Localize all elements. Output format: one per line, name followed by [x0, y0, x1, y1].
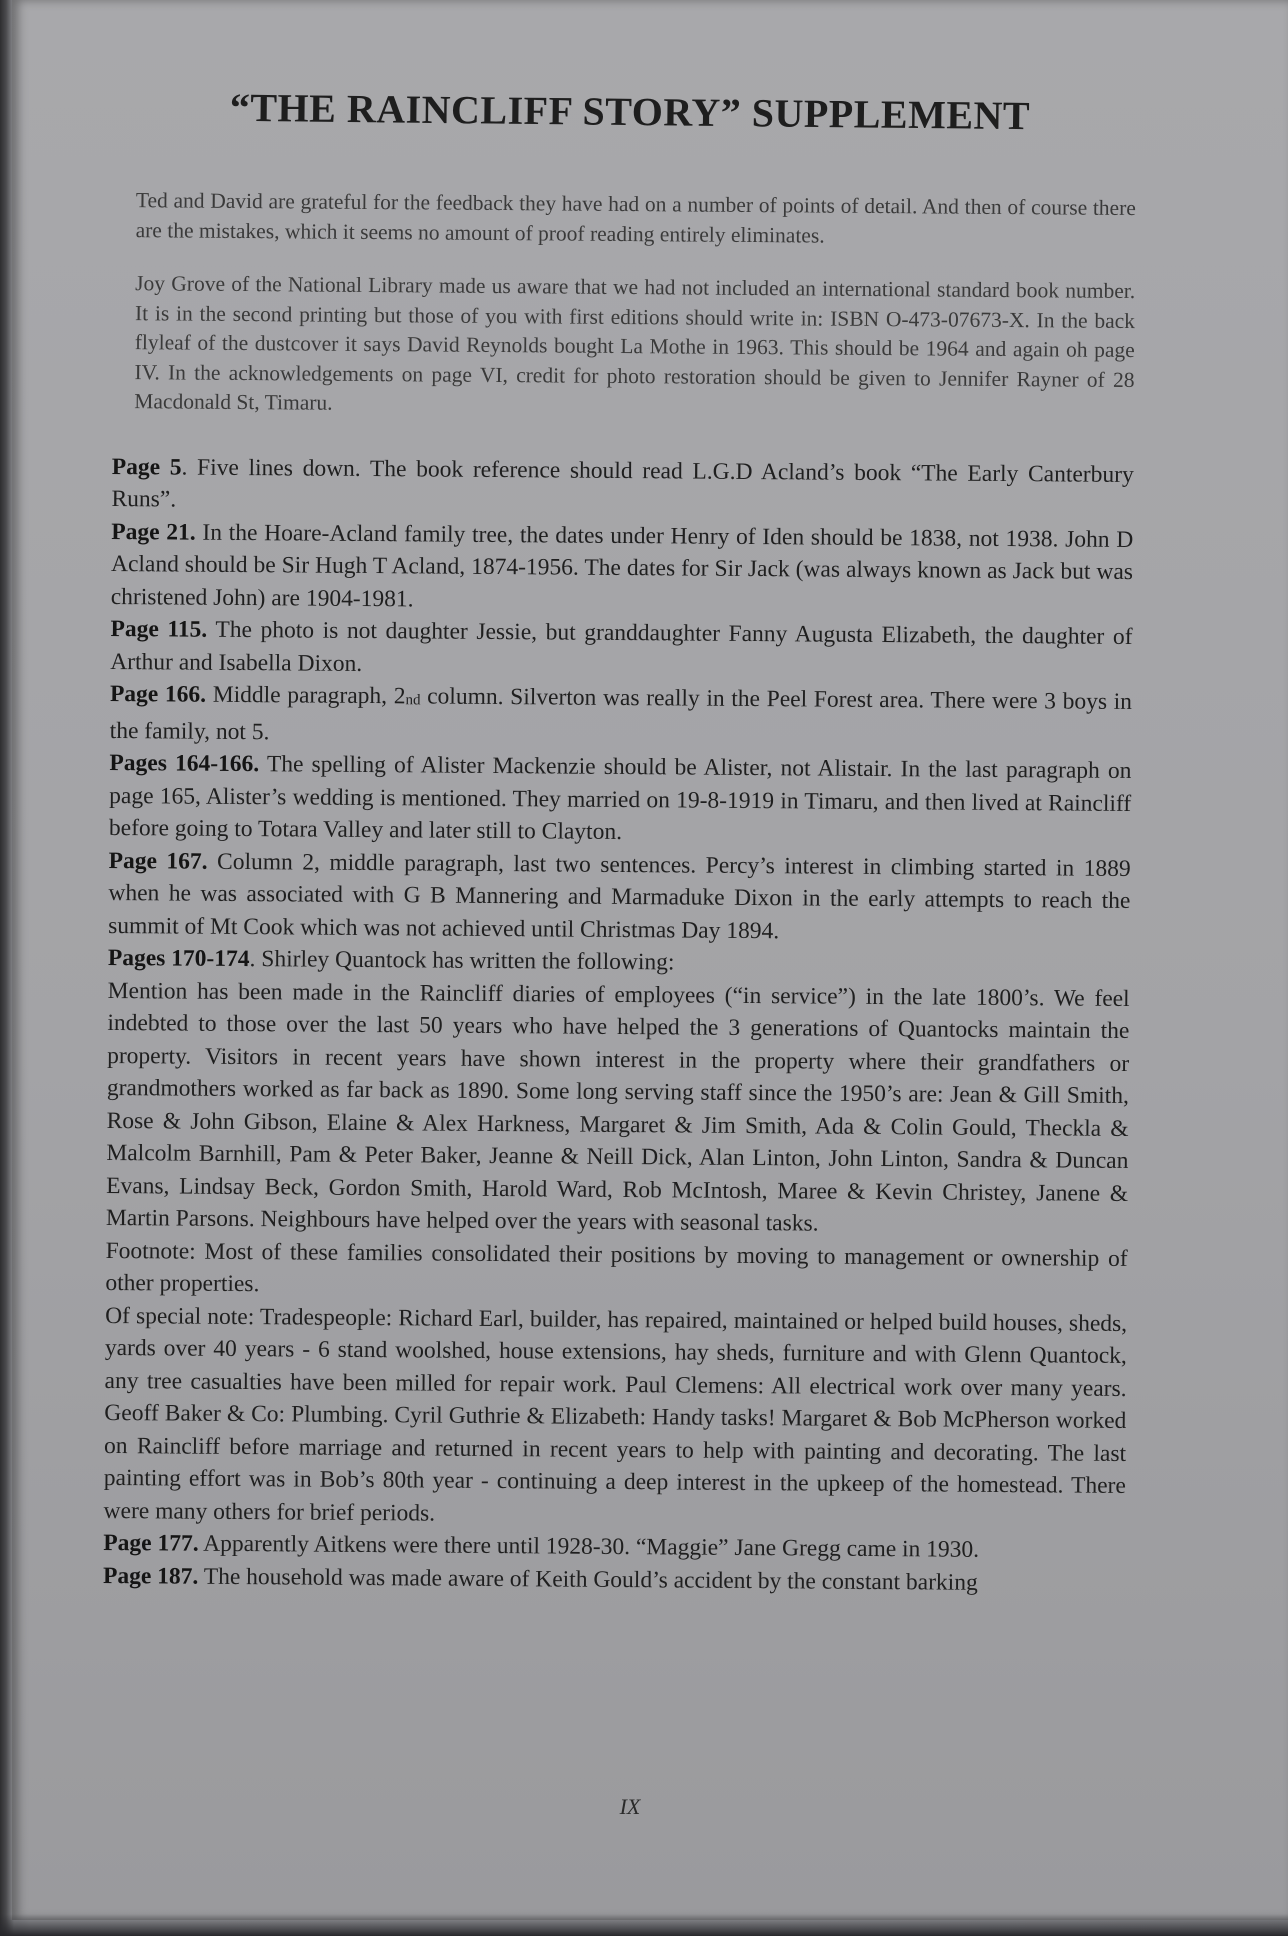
page-body: [103, 186, 1136, 1600]
correction-entry: [109, 747, 1132, 853]
intro-paragraph: Joy Grove of the National Library made us aware that we had not included an international standard book number. It is in the second printing but those of you with first editions should write in: ISBN O-473-07673-X. In the back flyleaf of the dustcover it says David Reynolds bought La Mothe in 1963. This should be 1964 and again oh page IV. In the acknowledgements on page VI, credit for photo restoration should be given to Jennifer Rayner of 28 Macdonald St, Timaru.: [134, 271, 1136, 415]
page-reference: Page 187.: [102, 1562, 199, 1590]
correction-text: Middle paragraph, 2: [205, 681, 406, 710]
correction-text: The photo is not daughter Jessie, but granddaughter Fanny Augusta Elizabeth, the daughter of Arthur and Isabella Dixon.: [110, 616, 1133, 677]
page-reference: Page 167.: [108, 847, 208, 875]
page-reference: Page 115.: [110, 615, 208, 643]
correction-text: Apparently Aitkens were there until 1928-30. “Maggie” Jane Gregg came in 1930.: [198, 1530, 980, 1563]
correction-entry: [111, 515, 1134, 621]
intro-section: [112, 186, 1136, 425]
correction-entry: [111, 450, 1133, 523]
correction-entry: [108, 844, 1131, 950]
page-reference: Page 166.: [109, 680, 207, 708]
page-reference: Page 5: [111, 453, 182, 481]
correction-text: column. Silverton was really in the Peel Forest area. There were 3 boys in the family, not 5.: [109, 683, 1133, 745]
page-reference: Pages 170-174: [107, 944, 250, 973]
page-sheet: [12, 0, 1288, 1920]
correction-text: The spelling of Alister Mackenzie should be Alister, not Alistair. In the last paragraph on page 165, Alister’s wedding is mentioned. They married on 19-8-1919 in Timaru, and then lived at Raincliff before going to Totara Valley and later still to Clayton.: [108, 751, 1132, 846]
correction-entry: [110, 613, 1132, 686]
quantock-paragraph: Mention has been made in the Raincliff diaries of employees (“in service”) in the late 1800’s. We feel indebted to those over the last 50 years who have helped the 3 generations of Quantocks maintain the property. Visitors in recent years have shown interest in the property where their grandfathers or grandmothers worked as far back as 1890. Some long serving staff since the 1950’s are: Jean & Gill Smith, Rose & John Gibson, Elaine & Alex Harkness, Margaret & Jim Smith, Ada & Colin Gould, Theckla & Malcolm Barnhill, Pam & Peter Baker, Jeanne & Neill Dick, Alan Linton, John Linton, Sandra & Duncan Evans, Lindsay Beck, Gordon Smith, Harold Ward, Rob McIntosh, Maree & Kevin Christey, Janene & Martin Parsons. Neighbours have helped over the years with seasonal tasks.: [105, 977, 1130, 1237]
page-reference: Pages 164-166.: [109, 749, 260, 778]
page-reference: Page 177.: [103, 1529, 199, 1557]
correction-entry: [110, 678, 1133, 755]
correction-text: In the Hoare-Acland family tree, the dates under Henry of Iden should be 1838, not 1938. John D Acland should be Sir Hugh T Acland, 1874-1956. The dates for Sir Jack (was always known as Jack but was christened John) are 1904-1981.: [110, 519, 1134, 612]
quantock-paragraph: Footnote: Most of these families consolidated their positions by moving to management or ownership of other properties.: [105, 1237, 1128, 1298]
bottom-edge-shadow: [0, 1914, 1288, 1936]
correction-text: The household was made aware of Keith Gould’s accident by the constant barking: [198, 1563, 978, 1596]
correction-text: Column 2, middle paragraph, last two sentences. Percy’s interest in climbing started in 1889 when he was associated with G B Mannering and Marmaduke Dixon in the early attempts to reach the summit of Mt Cook which was not achieved until Christmas Day 1894.: [108, 848, 1131, 944]
page-number: IX: [619, 1794, 641, 1819]
correction-text: . Shirley Quantock has written the following:: [249, 946, 675, 976]
ordinal-suffix: nd: [405, 692, 421, 709]
quantock-paragraph: Of special note: Tradespeople: Richard Earl, builder, has repaired, maintained or helped build houses, sheds, yards over 40 years - 6 stand woolshed, house extensions, hay sheds, furniture and with Glenn Quantock, any tree casualties have been milled for repair work. Paul Clemens: All electrical work over many years. Geoff Baker & Co: Plumbing. Cyril Guthrie & Elizabeth: Handy tasks! Margaret & Bob McPherson worked on Raincliff before marriage and returned in recent years to help with painting and decorating. The last painting effort was in Bob’s 80th year - continuing a deep interest in the upkeep of the homestead. There were many others for brief periods.: [103, 1302, 1128, 1527]
page-title: “THE RAINCLIFF STORY” SUPPLEMENT: [229, 84, 1031, 139]
correction-text: . Five lines down. The book reference should read L.G.D Acland’s book “The Early Canterbury Runs”.: [111, 454, 1134, 513]
page-reference: Page 21.: [111, 518, 196, 546]
corrections-list: [103, 450, 1134, 1599]
intro-paragraph: Ted and David are grateful for the feedback they have had on a number of points of detail. And then of course there are the mistakes, which it seems no amount of proof reading entirely eliminates.: [135, 188, 1136, 248]
